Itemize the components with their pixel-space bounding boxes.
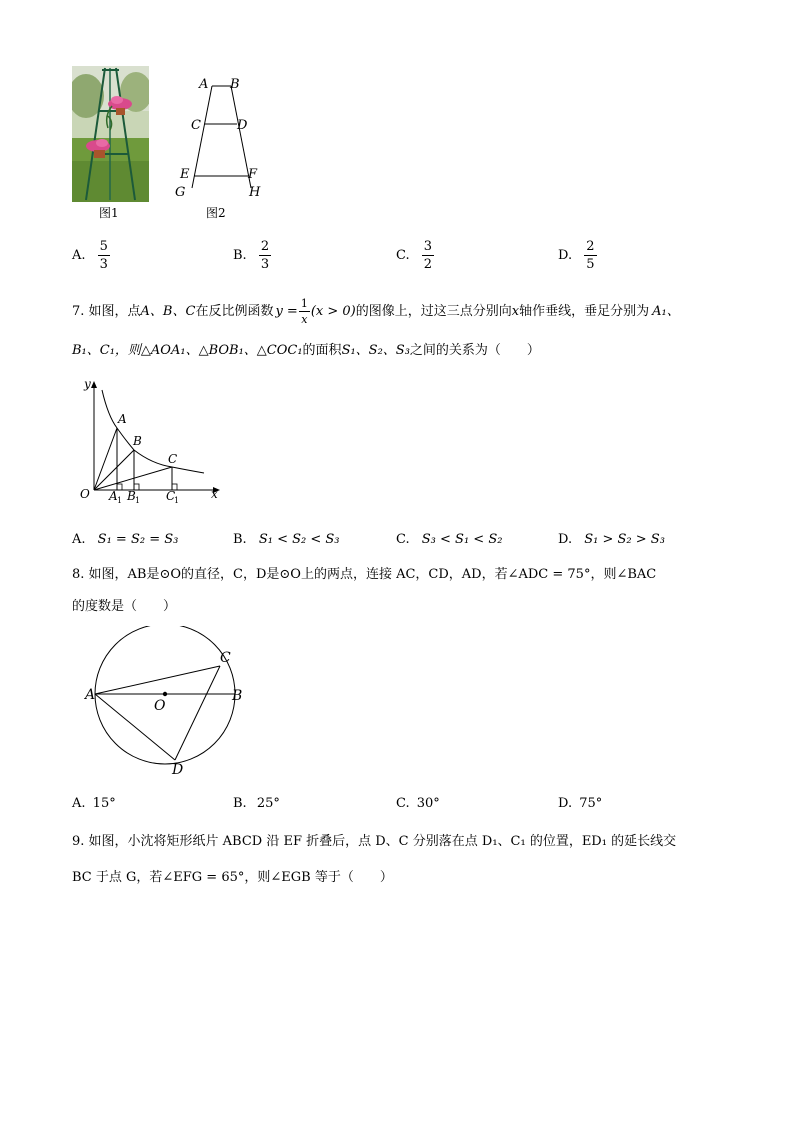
point-B-label: B — [133, 434, 142, 448]
circle-label-D: D — [172, 762, 184, 776]
q6-option-d[interactable]: D. $\frac{2}{5}$ — [558, 239, 595, 272]
origin-label: O — [80, 487, 90, 501]
q7-stem-line2: B₁、C₁，则△AOA₁、△BOB₁、△COC₁的面积S₁、S₂、S₃之间的关系为（ ） — [72, 343, 540, 358]
label-A: A — [199, 77, 209, 92]
axis-x-label: x — [211, 487, 218, 501]
axis-y-label: y — [84, 377, 91, 391]
point-A-label: A — [118, 412, 127, 426]
label-B: B — [230, 77, 240, 92]
circle-label-B: B — [232, 688, 243, 704]
q8-option-a[interactable]: A. 15° — [72, 796, 116, 811]
q7-graph — [72, 376, 232, 506]
q8-option-b[interactable]: B. 25° — [233, 796, 280, 811]
q7-option-d[interactable]: D. S₁ > S₂ > S₃ — [558, 532, 665, 547]
label-E: E — [180, 167, 190, 182]
circle-label-O: O — [154, 698, 166, 714]
q9-stem-line2: BC 于点 G，若∠EFG = 65°，则∠EGB 等于（ ） — [72, 870, 393, 885]
circle-diagram — [84, 626, 254, 776]
q7-option-b[interactable]: B. S₁ < S₂ < S₃ — [233, 532, 340, 547]
q6-option-a[interactable]: A. $\frac{5}{3}$ — [72, 239, 108, 272]
q7-stem-line1: 7. 如图，点 A、B、C 在反比例函数 y = $\frac{1}{x}$ (x > 0) 的图像上，过这三点分别向 x 轴作垂线，垂足分别为 A₁、 — [72, 297, 680, 326]
q6-option-b[interactable]: B. $\frac{2}{3}$ — [233, 239, 270, 272]
foot-A1-sub: 1 — [117, 496, 123, 505]
foot-A1-label: A — [109, 489, 118, 503]
foot-B1-label: B — [127, 489, 136, 503]
q8-stem-line1: 8. 如图，AB是⊙O的直径，C，D是⊙O上的两点，连接 AC，CD，AD，若∠ADC = 75°，则∠BAC — [72, 567, 657, 582]
trapezoid-diagram — [170, 72, 270, 202]
q7-option-c[interactable]: C. S₃ < S₁ < S₂ — [396, 532, 503, 547]
q8-option-c[interactable]: C. 30° — [396, 796, 440, 811]
inverse-function-graph — [72, 376, 232, 506]
label-C: C — [191, 118, 201, 133]
foot-C1-label: C — [166, 489, 176, 503]
q6-option-c[interactable]: C. $\frac{3}{2}$ — [396, 239, 433, 272]
circle-label-C: C — [220, 650, 231, 666]
q8-stem-line2: 的度数是（ ） — [72, 599, 177, 614]
figure-2-caption: 图2 — [206, 206, 226, 220]
q8-option-d[interactable]: D. 75° — [558, 796, 603, 811]
plant-stand-photo — [72, 66, 149, 202]
figure-2-diagram — [170, 72, 270, 202]
q7-option-a[interactable]: A. S₁ = S₂ = S₃ — [72, 532, 179, 547]
foot-C1-sub: 1 — [174, 496, 180, 505]
circle-label-A: A — [85, 687, 96, 703]
q8-circle-figure — [84, 626, 254, 776]
figure-1-caption: 图1 — [99, 206, 119, 220]
label-H: H — [249, 185, 261, 200]
foot-B1-sub: 1 — [135, 496, 141, 505]
label-G: G — [175, 185, 186, 200]
point-C-label: C — [168, 452, 178, 466]
figure-1-photo — [72, 66, 149, 202]
label-D: D — [237, 118, 248, 133]
q9-stem-line1: 9. 如图，小沈将矩形纸片 ABCD 沿 EF 折叠后，点 D、C 分别落在点 D₁、C₁ 的位置，ED₁ 的延长线交 — [72, 834, 677, 849]
label-F: F — [248, 167, 258, 182]
